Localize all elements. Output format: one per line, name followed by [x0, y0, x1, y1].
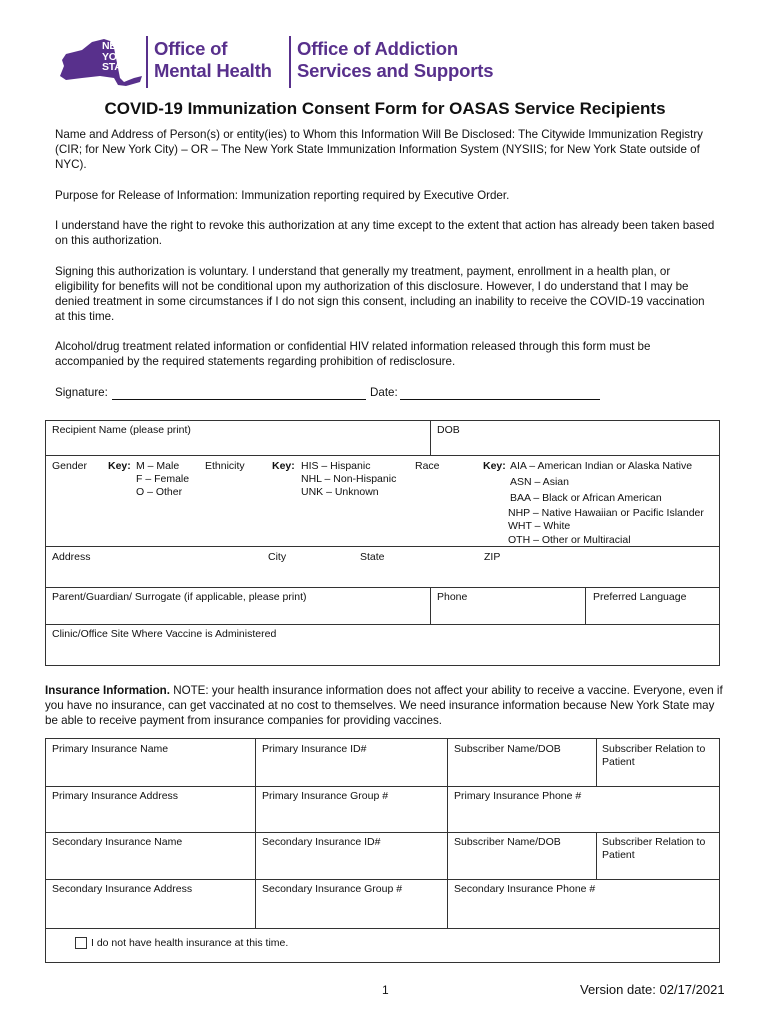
gender-key-label: Key:	[108, 460, 131, 472]
ethnicity-key-item: HIS – Hispanic	[301, 460, 371, 472]
date-field[interactable]	[400, 399, 600, 400]
clinic-site-field[interactable]: Clinic/Office Site Where Vaccine is Administered	[52, 628, 277, 640]
secondary-insurance-group-field[interactable]: Secondary Insurance Group #	[262, 883, 403, 895]
nys-logo-text: NEW YORK STATE	[102, 40, 134, 73]
header-divider	[289, 36, 291, 88]
omh-name: Office of Mental Health	[154, 38, 272, 81]
signature-label: Signature:	[55, 386, 108, 399]
city-field[interactable]: City	[268, 551, 287, 563]
primary-insurance-group-field[interactable]: Primary Insurance Group #	[262, 790, 389, 802]
page-number: 1	[382, 983, 389, 997]
subscriber-relation-field[interactable]: Subscriber Relation to Patient	[602, 743, 706, 768]
revoke-paragraph: I understand have the right to revoke this authorization at any time except to the extent that action has already been taken based on this authorization.	[55, 219, 715, 247]
ethnicity-key-item: UNK – Unknown	[301, 486, 379, 498]
no-insurance-checkbox[interactable]	[75, 937, 87, 949]
race-field[interactable]: Race	[415, 460, 440, 472]
dob-field[interactable]: DOB	[437, 424, 460, 436]
letterhead	[52, 34, 512, 94]
race-key-item: ASN – Asian	[510, 476, 569, 488]
preferred-language-field[interactable]: Preferred Language	[593, 591, 687, 603]
secondary-insurance-address-field[interactable]: Secondary Insurance Address	[52, 883, 193, 895]
insurance-heading: Insurance Information.	[45, 684, 170, 697]
voluntary-paragraph: Signing this authorization is voluntary. I understand that generally my treatment, payment, enrollment in a health plan, or eligibility for benefits will not be conditional upon my authorization of this disclosure. However, I do understand that I may be denied treatment in some circumstances if I do not sign this consent, including an inability to receive the COVID-19 vaccination at this time.	[55, 265, 705, 323]
address-field[interactable]: Address	[52, 551, 91, 563]
race-key-label: Key:	[483, 460, 506, 472]
primary-insurance-id-field[interactable]: Primary Insurance ID#	[262, 743, 367, 755]
phone-field[interactable]: Phone	[437, 591, 468, 603]
ethnicity-key-item: NHL – Non-Hispanic	[301, 473, 397, 485]
insurance-note	[45, 683, 725, 728]
race-key-item: NHP – Native Hawaiian or Pacific Islander	[508, 507, 704, 519]
race-key-item: WHT – White	[508, 520, 571, 532]
oasas-name: Office of Addiction Services and Supports	[297, 38, 494, 81]
ethnicity-key-label: Key:	[272, 460, 295, 472]
gender-field[interactable]: Gender	[52, 460, 88, 472]
gender-key-item: O – Other	[136, 486, 183, 498]
primary-insurance-phone-field[interactable]: Primary Insurance Phone #	[454, 790, 582, 802]
gender-key-item: M – Male	[136, 460, 180, 472]
subscriber-name-dob-field[interactable]: Subscriber Name/DOB	[454, 836, 561, 848]
disclosure-paragraph: Name and Address of Person(s) or entity(ies) to Whom this Information Will Be Disclosed: The Citywide Immunization Registry (CIR; for New York City) – OR – The New York State Immunization Information System (NYSIIS; for New York State outside of NYC).	[55, 128, 703, 171]
form-title: COVID-19 Immunization Consent Form for OASAS Service Recipients	[104, 99, 666, 118]
version-date: Version date: 02/17/2021	[580, 982, 725, 997]
signature-field[interactable]	[112, 399, 366, 400]
ethnicity-field[interactable]: Ethnicity	[205, 460, 245, 472]
header-divider	[146, 36, 148, 88]
secondary-insurance-phone-field[interactable]: Secondary Insurance Phone #	[454, 883, 596, 895]
state-field[interactable]: State	[360, 551, 385, 563]
zip-field[interactable]: ZIP	[484, 551, 501, 563]
secondary-insurance-name-field[interactable]: Secondary Insurance Name	[52, 836, 183, 848]
purpose-paragraph: Purpose for Release of Information: Immunization reporting required by Executive Order.	[55, 189, 510, 202]
subscriber-name-dob-field[interactable]: Subscriber Name/DOB	[454, 743, 561, 755]
no-insurance-label: I do not have health insurance at this time.	[91, 937, 289, 949]
race-key-item: BAA – Black or African American	[510, 492, 662, 504]
subscriber-relation-field[interactable]: Subscriber Relation to Patient	[602, 836, 706, 861]
date-label: Date:	[370, 386, 398, 399]
gender-key-item: F – Female	[136, 473, 190, 485]
recipient-name-field[interactable]: Recipient Name (please print)	[52, 424, 191, 436]
guardian-field[interactable]: Parent/Guardian/ Surrogate (if applicable, please print)	[52, 591, 307, 603]
secondary-insurance-id-field[interactable]: Secondary Insurance ID#	[262, 836, 381, 848]
primary-insurance-address-field[interactable]: Primary Insurance Address	[52, 790, 179, 802]
redisclosure-paragraph: Alcohol/drug treatment related information or confidential HIV related information released through this form must be accompanied by the required statements regarding prohibition of redisclosure.	[55, 340, 651, 368]
primary-insurance-name-field[interactable]: Primary Insurance Name	[52, 743, 169, 755]
race-key-item: AIA – American Indian or Alaska Native	[510, 460, 693, 472]
signature-row	[55, 386, 715, 402]
insurance-note-text: NOTE: your health insurance information does not affect your ability to receive a vaccine. Everyone, even if you have no insurance, can get vaccinated at no cost to themselves. We need insurance information because New York State may be able to receive payment from insurance companies for providing vaccines.	[45, 684, 723, 727]
race-key-item: OTH – Other or Multiracial	[508, 534, 631, 546]
